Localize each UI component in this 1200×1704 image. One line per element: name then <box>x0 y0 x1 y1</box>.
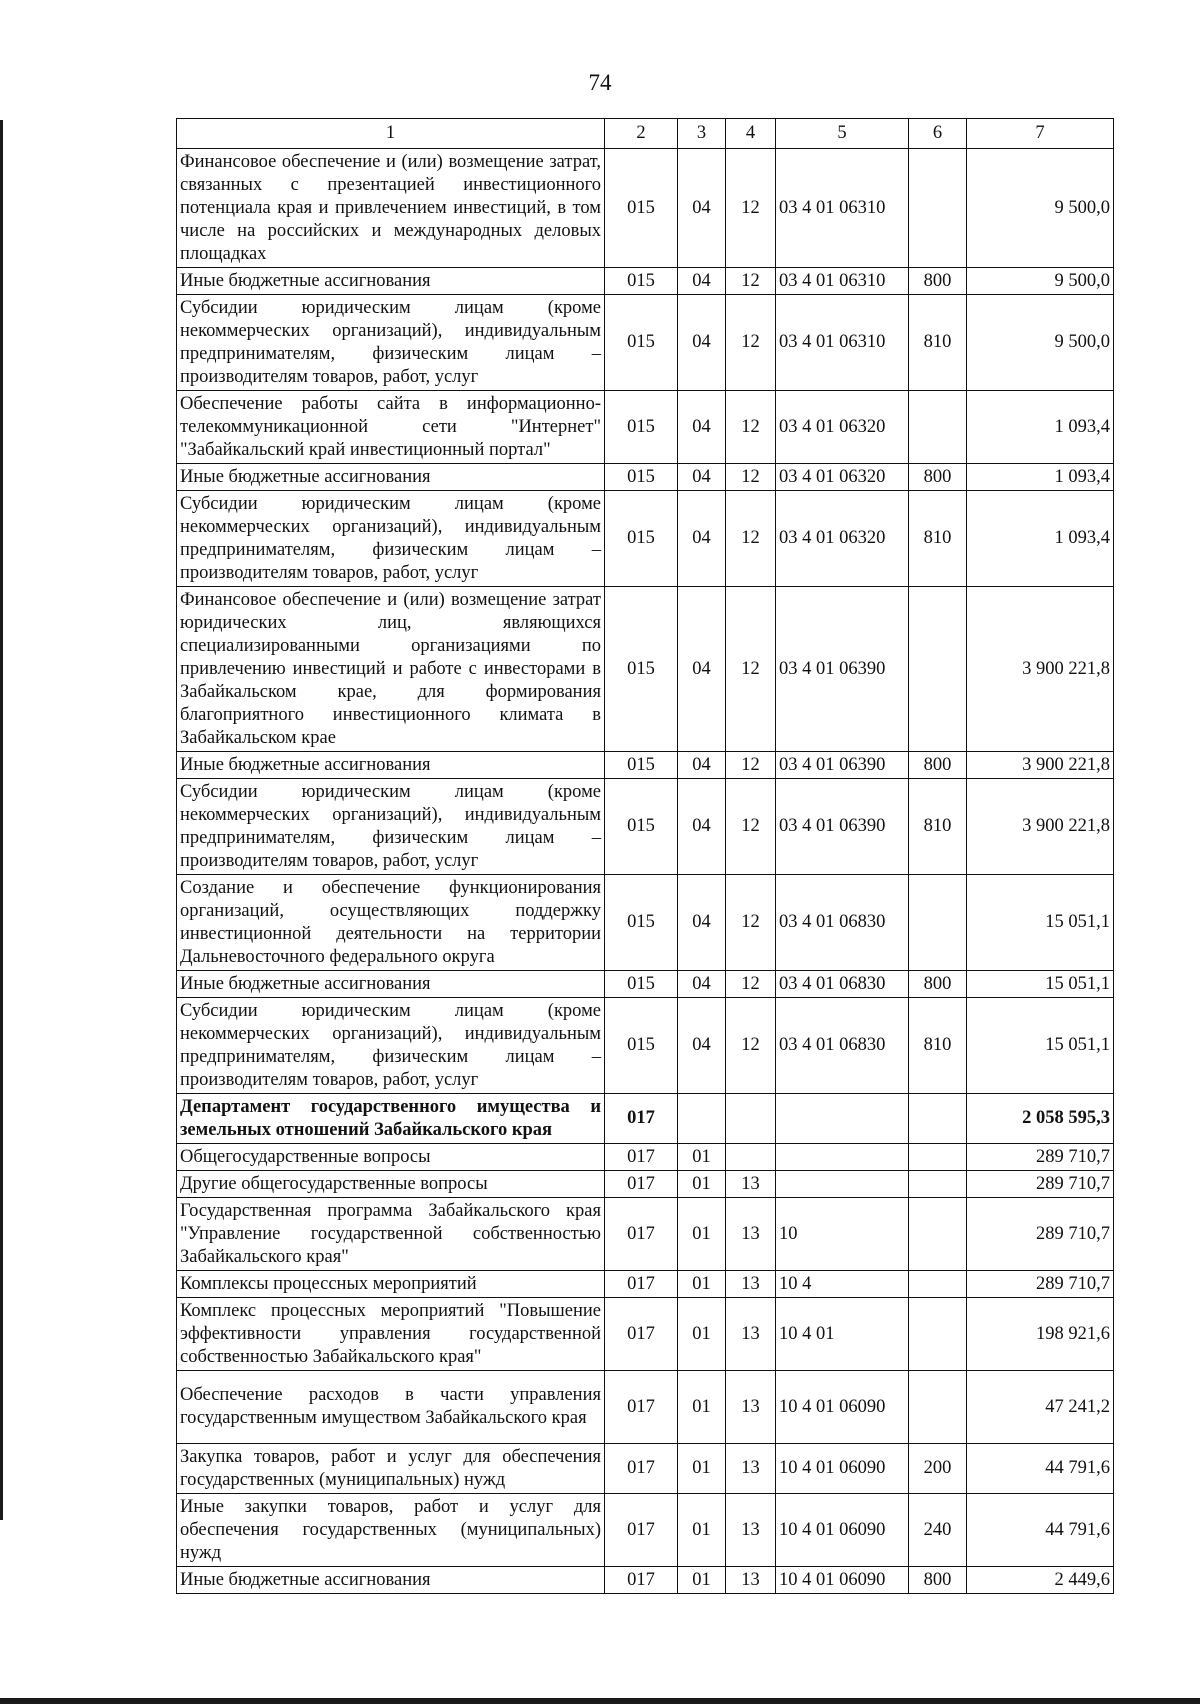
section-code: 01 <box>678 1144 726 1171</box>
section-code: 04 <box>678 971 726 998</box>
amount-value: 289 710,7 <box>967 1171 1114 1198</box>
table-row <box>177 268 1114 295</box>
subsection-code: 12 <box>726 779 776 875</box>
row-description: Иные закупки товаров, работ и услуг для обеспечения государственных (муниципальных) нужд <box>177 1494 605 1567</box>
scan-edge-left <box>0 120 3 1520</box>
target-article-code: 03 4 01 06310 <box>776 268 909 295</box>
amount-value: 44 791,6 <box>967 1444 1114 1494</box>
expense-type-code <box>909 1271 967 1298</box>
section-code: 04 <box>678 268 726 295</box>
section-code: 01 <box>678 1567 726 1594</box>
column-header: 3 <box>678 119 726 149</box>
ministry-code: 015 <box>605 295 678 391</box>
column-header: 2 <box>605 119 678 149</box>
ministry-code: 015 <box>605 391 678 464</box>
expense-type-code <box>909 587 967 752</box>
row-description: Департамент государственного имущества и земельных отношений Забайкальского края <box>177 1094 605 1144</box>
row-description: Обеспечение работы сайта в информационно-телекоммуникационной сети "Интернет" "Забайкальский край инвестиционный портал" <box>177 391 605 464</box>
amount-value: 289 710,7 <box>967 1198 1114 1271</box>
subsection-code: 13 <box>726 1271 776 1298</box>
table-row <box>177 1567 1114 1594</box>
row-description: Иные бюджетные ассигнования <box>177 752 605 779</box>
row-description: Комплексы процессных мероприятий <box>177 1271 605 1298</box>
table-row <box>177 1271 1114 1298</box>
expense-type-code: 810 <box>909 779 967 875</box>
table-row <box>177 1298 1114 1371</box>
ministry-code: 017 <box>605 1271 678 1298</box>
subsection-code: 13 <box>726 1494 776 1567</box>
table-row <box>177 779 1114 875</box>
column-number-row <box>177 119 1114 149</box>
budget-table <box>176 118 1114 1594</box>
subsection-code: 12 <box>726 587 776 752</box>
expense-type-code: 810 <box>909 295 967 391</box>
section-code: 04 <box>678 464 726 491</box>
section-code: 01 <box>678 1494 726 1567</box>
ministry-code: 017 <box>605 1371 678 1444</box>
ministry-code: 017 <box>605 1298 678 1371</box>
expense-type-code: 240 <box>909 1494 967 1567</box>
target-article-code: 03 4 01 06310 <box>776 295 909 391</box>
column-header: 7 <box>967 119 1114 149</box>
amount-value: 9 500,0 <box>967 149 1114 268</box>
subsection-code: 13 <box>726 1298 776 1371</box>
subsection-code: 12 <box>726 149 776 268</box>
target-article-code: 03 4 01 06830 <box>776 875 909 971</box>
table-row <box>177 1198 1114 1271</box>
ministry-code: 017 <box>605 1198 678 1271</box>
section-code: 01 <box>678 1298 726 1371</box>
amount-value: 15 051,1 <box>967 971 1114 998</box>
section-code: 04 <box>678 752 726 779</box>
ministry-code: 015 <box>605 491 678 587</box>
row-description: Иные бюджетные ассигнования <box>177 268 605 295</box>
target-article-code: 03 4 01 06390 <box>776 752 909 779</box>
row-description: Иные бюджетные ассигнования <box>177 1567 605 1594</box>
subsection-code: 12 <box>726 464 776 491</box>
section-code: 01 <box>678 1198 726 1271</box>
section-code: 04 <box>678 779 726 875</box>
table-row <box>177 998 1114 1094</box>
subsection-code: 12 <box>726 268 776 295</box>
target-article-code: 03 4 01 06320 <box>776 391 909 464</box>
expense-type-code: 800 <box>909 268 967 295</box>
subsection-code: 12 <box>726 391 776 464</box>
amount-value: 47 241,2 <box>967 1371 1114 1444</box>
ministry-code: 017 <box>605 1171 678 1198</box>
expense-type-code <box>909 391 967 464</box>
amount-value: 15 051,1 <box>967 998 1114 1094</box>
ministry-code: 015 <box>605 752 678 779</box>
amount-value: 9 500,0 <box>967 295 1114 391</box>
ministry-code: 017 <box>605 1567 678 1594</box>
subsection-code: 12 <box>726 971 776 998</box>
amount-value: 3 900 221,8 <box>967 587 1114 752</box>
row-description: Другие общегосударственные вопросы <box>177 1171 605 1198</box>
ministry-code: 015 <box>605 464 678 491</box>
ministry-code: 015 <box>605 268 678 295</box>
target-article-code: 10 4 01 06090 <box>776 1567 909 1594</box>
target-article-code <box>776 1094 909 1144</box>
row-description: Иные бюджетные ассигнования <box>177 971 605 998</box>
section-code: 04 <box>678 149 726 268</box>
target-article-code: 03 4 01 06320 <box>776 491 909 587</box>
table-row <box>177 391 1114 464</box>
amount-value: 1 093,4 <box>967 391 1114 464</box>
target-article-code: 10 4 01 06090 <box>776 1444 909 1494</box>
section-code: 04 <box>678 491 726 587</box>
row-description: Обеспечение расходов в части управления государственным имуществом Забайкальского края <box>177 1371 605 1444</box>
section-code: 04 <box>678 998 726 1094</box>
expense-type-code <box>909 1371 967 1444</box>
target-article-code: 03 4 01 06830 <box>776 971 909 998</box>
target-article-code <box>776 1144 909 1171</box>
subsection-code: 13 <box>726 1371 776 1444</box>
expense-type-code <box>909 1198 967 1271</box>
page-number: 74 <box>588 70 612 95</box>
target-article-code: 10 4 01 06090 <box>776 1371 909 1444</box>
table-row <box>177 491 1114 587</box>
amount-value: 2 449,6 <box>967 1567 1114 1594</box>
amount-value: 1 093,4 <box>967 464 1114 491</box>
target-article-code: 03 4 01 06390 <box>776 779 909 875</box>
table-row <box>177 295 1114 391</box>
target-article-code: 03 4 01 06310 <box>776 149 909 268</box>
ministry-code: 015 <box>605 149 678 268</box>
table-row <box>177 1171 1114 1198</box>
expense-type-code: 800 <box>909 464 967 491</box>
target-article-code: 03 4 01 06390 <box>776 587 909 752</box>
row-description: Финансовое обеспечение и (или) возмещение затрат юридических лиц, являющихся специализированными организациями по привлечению инвестиций и работе с инвесторами в Забайкальском крае, для формирования благоприятного инвестиционного климата в Забайкальском крае <box>177 587 605 752</box>
ministry-code: 015 <box>605 998 678 1094</box>
target-article-code <box>776 1171 909 1198</box>
subsection-code: 13 <box>726 1567 776 1594</box>
subsection-code: 12 <box>726 752 776 779</box>
expense-type-code: 810 <box>909 491 967 587</box>
amount-value: 1 093,4 <box>967 491 1114 587</box>
amount-value: 198 921,6 <box>967 1298 1114 1371</box>
row-description: Субсидии юридическим лицам (кроме некоммерческих организаций), индивидуальным предпринимателям, физическим лицам – производителям товаров, работ, услуг <box>177 779 605 875</box>
target-article-code: 10 4 <box>776 1271 909 1298</box>
section-code: 04 <box>678 587 726 752</box>
table-row <box>177 587 1114 752</box>
amount-value: 289 710,7 <box>967 1144 1114 1171</box>
target-article-code: 10 4 01 <box>776 1298 909 1371</box>
table-row <box>177 971 1114 998</box>
subsection-code: 12 <box>726 875 776 971</box>
row-description: Субсидии юридическим лицам (кроме некоммерческих организаций), индивидуальным предпринимателям, физическим лицам – производителям товаров, работ, услуг <box>177 491 605 587</box>
section-code: 01 <box>678 1171 726 1198</box>
amount-value: 2 058 595,3 <box>967 1094 1114 1144</box>
ministry-code: 017 <box>605 1444 678 1494</box>
column-header: 6 <box>909 119 967 149</box>
expense-type-code: 800 <box>909 1567 967 1594</box>
expense-type-code: 800 <box>909 971 967 998</box>
column-header: 5 <box>776 119 909 149</box>
table-row <box>177 1094 1114 1144</box>
subsection-code <box>726 1094 776 1144</box>
subsection-code: 12 <box>726 998 776 1094</box>
expense-type-code <box>909 1144 967 1171</box>
expense-type-code: 810 <box>909 998 967 1094</box>
expense-type-code <box>909 1171 967 1198</box>
amount-value: 3 900 221,8 <box>967 752 1114 779</box>
section-code <box>678 1094 726 1144</box>
target-article-code: 03 4 01 06320 <box>776 464 909 491</box>
expense-type-code: 800 <box>909 752 967 779</box>
ministry-code: 015 <box>605 971 678 998</box>
subsection-code: 13 <box>726 1171 776 1198</box>
subsection-code: 12 <box>726 491 776 587</box>
target-article-code: 03 4 01 06830 <box>776 998 909 1094</box>
expense-type-code <box>909 149 967 268</box>
column-header: 4 <box>726 119 776 149</box>
target-article-code: 10 <box>776 1198 909 1271</box>
subsection-code: 13 <box>726 1444 776 1494</box>
amount-value: 15 051,1 <box>967 875 1114 971</box>
expense-type-code <box>909 1298 967 1371</box>
ministry-code: 015 <box>605 779 678 875</box>
ministry-code: 017 <box>605 1144 678 1171</box>
row-description: Финансовое обеспечение и (или) возмещение затрат, связанных с презентацией инвестиционного потенциала края и привлечением инвестиций, в том числе на российских и международных деловых площадках <box>177 149 605 268</box>
ministry-code: 015 <box>605 875 678 971</box>
amount-value: 44 791,6 <box>967 1494 1114 1567</box>
subsection-code: 13 <box>726 1198 776 1271</box>
table-row <box>177 1444 1114 1494</box>
expense-type-code <box>909 1094 967 1144</box>
row-description: Закупка товаров, работ и услуг для обеспечения государственных (муниципальных) нужд <box>177 1444 605 1494</box>
column-header: 1 <box>177 119 605 149</box>
row-description: Создание и обеспечение функционирования организаций, осуществляющих поддержку инвестиционной деятельности на территории Дальневосточного федерального округа <box>177 875 605 971</box>
table-row <box>177 464 1114 491</box>
scan-edge-bottom <box>0 1698 1200 1704</box>
subsection-code: 12 <box>726 295 776 391</box>
table-row <box>177 1144 1114 1171</box>
row-description: Иные бюджетные ассигнования <box>177 464 605 491</box>
expense-type-code: 200 <box>909 1444 967 1494</box>
row-description: Субсидии юридическим лицам (кроме некоммерческих организаций), индивидуальным предпринимателям, физическим лицам – производителям товаров, работ, услуг <box>177 295 605 391</box>
ministry-code: 017 <box>605 1094 678 1144</box>
amount-value: 3 900 221,8 <box>967 779 1114 875</box>
budget-table-body <box>177 149 1114 1594</box>
amount-value: 289 710,7 <box>967 1271 1114 1298</box>
table-row <box>177 875 1114 971</box>
table-row <box>177 149 1114 268</box>
target-article-code: 10 4 01 06090 <box>776 1494 909 1567</box>
row-description: Субсидии юридическим лицам (кроме некоммерческих организаций), индивидуальным предпринимателям, физическим лицам – производителям товаров, работ, услуг <box>177 998 605 1094</box>
amount-value: 9 500,0 <box>967 268 1114 295</box>
row-description: Общегосударственные вопросы <box>177 1144 605 1171</box>
ministry-code: 017 <box>605 1494 678 1567</box>
section-code: 04 <box>678 295 726 391</box>
table-row <box>177 1371 1114 1444</box>
section-code: 04 <box>678 875 726 971</box>
subsection-code <box>726 1144 776 1171</box>
ministry-code: 015 <box>605 587 678 752</box>
section-code: 01 <box>678 1444 726 1494</box>
table-row <box>177 752 1114 779</box>
expense-type-code <box>909 875 967 971</box>
section-code: 04 <box>678 391 726 464</box>
row-description: Государственная программа Забайкальского края "Управление государственной собственностью Забайкальского края" <box>177 1198 605 1271</box>
section-code: 01 <box>678 1371 726 1444</box>
table-row <box>177 1494 1114 1567</box>
section-code: 01 <box>678 1271 726 1298</box>
row-description: Комплекс процессных мероприятий "Повышение эффективности управления государственной собственностью Забайкальского края" <box>177 1298 605 1371</box>
